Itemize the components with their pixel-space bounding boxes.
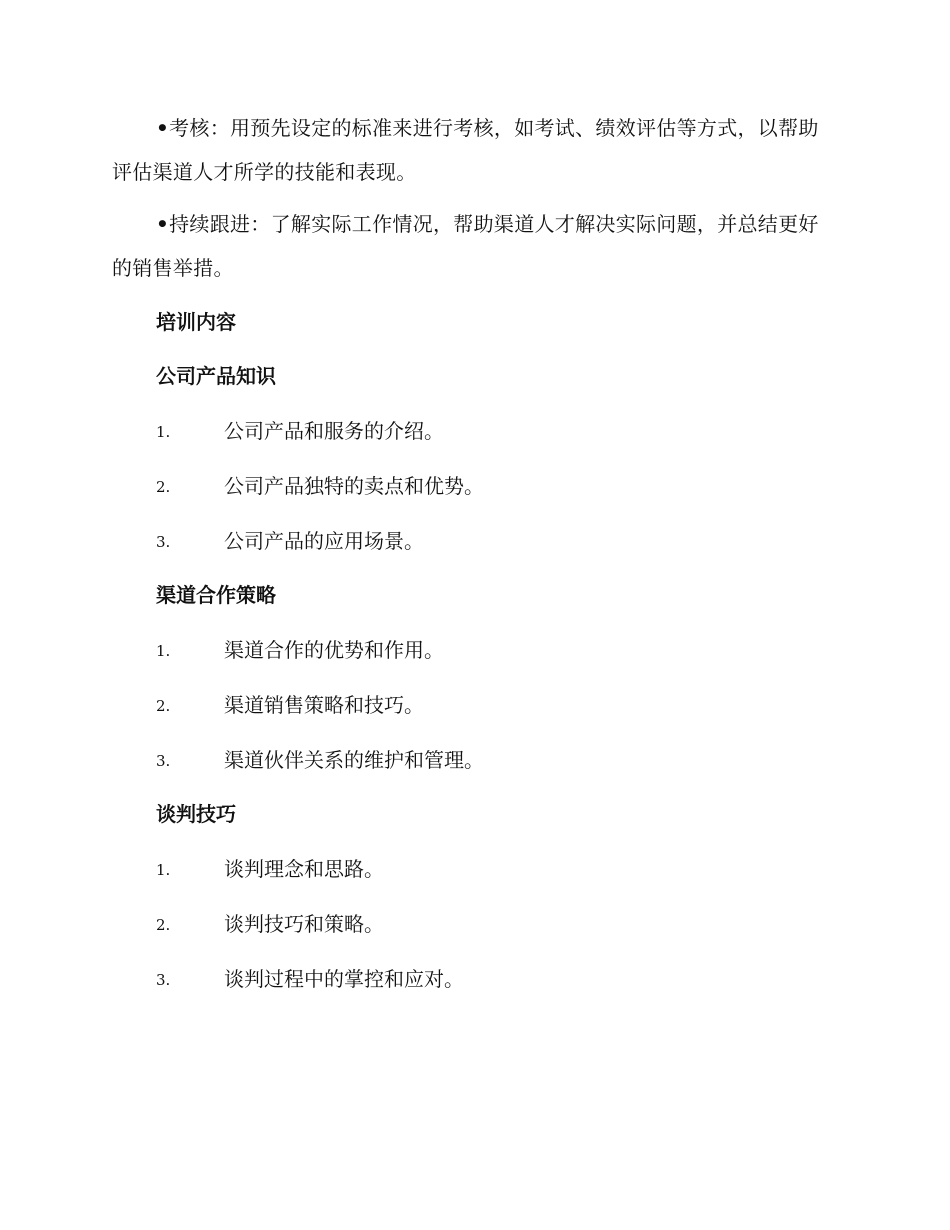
- list-item-number: 1.: [156, 642, 171, 660]
- list-item-text: 公司产品和服务的介绍。: [224, 419, 444, 443]
- list-item-text: 谈判过程中的掌控和应对。: [224, 967, 464, 991]
- list-item-text: 渠道销售策略和技巧。: [224, 693, 424, 717]
- list-item-text: 渠道伙伴关系的维护和管理。: [224, 748, 484, 772]
- list-item-number: 2.: [156, 916, 171, 934]
- bullet: •: [156, 212, 170, 236]
- list-item-number: 2.: [156, 697, 171, 715]
- list-item-number: 1.: [156, 423, 171, 441]
- list-item-number: 3.: [156, 971, 171, 989]
- section-title: 培训内容: [156, 310, 236, 334]
- subsection-title-negotiation: 谈判技巧: [156, 802, 236, 826]
- paragraph-assessment: [112, 106, 828, 194]
- list-item-text: 渠道合作的优势和作用。: [224, 638, 444, 662]
- list-item-number: 1.: [156, 861, 171, 879]
- list-item-text: 公司产品的应用场景。: [224, 529, 424, 553]
- list-item-text: 公司产品独特的卖点和优势。: [224, 474, 484, 498]
- list-item-text: 谈判理念和思路。: [224, 857, 384, 881]
- list-item-number: 3.: [156, 533, 171, 551]
- list-item-number: 3.: [156, 752, 171, 770]
- subsection-title-channel-strategy: 渠道合作策略: [156, 583, 276, 607]
- paragraph-text: 考核：用预先设定的标准来进行考核，如考试、绩效评估等方式，以帮助评估渠道人才所学的技能和表现。: [112, 116, 819, 184]
- paragraph-text: 持续跟进：了解实际工作情况，帮助渠道人才解决实际问题，并总结更好的销售举措。: [112, 212, 819, 280]
- paragraph-follow-up: [112, 202, 828, 290]
- subsection-title-product-knowledge: 公司产品知识: [156, 364, 276, 388]
- list-item-text: 谈判技巧和策略。: [224, 912, 384, 936]
- bullet: •: [156, 116, 170, 140]
- list-item-number: 2.: [156, 478, 171, 496]
